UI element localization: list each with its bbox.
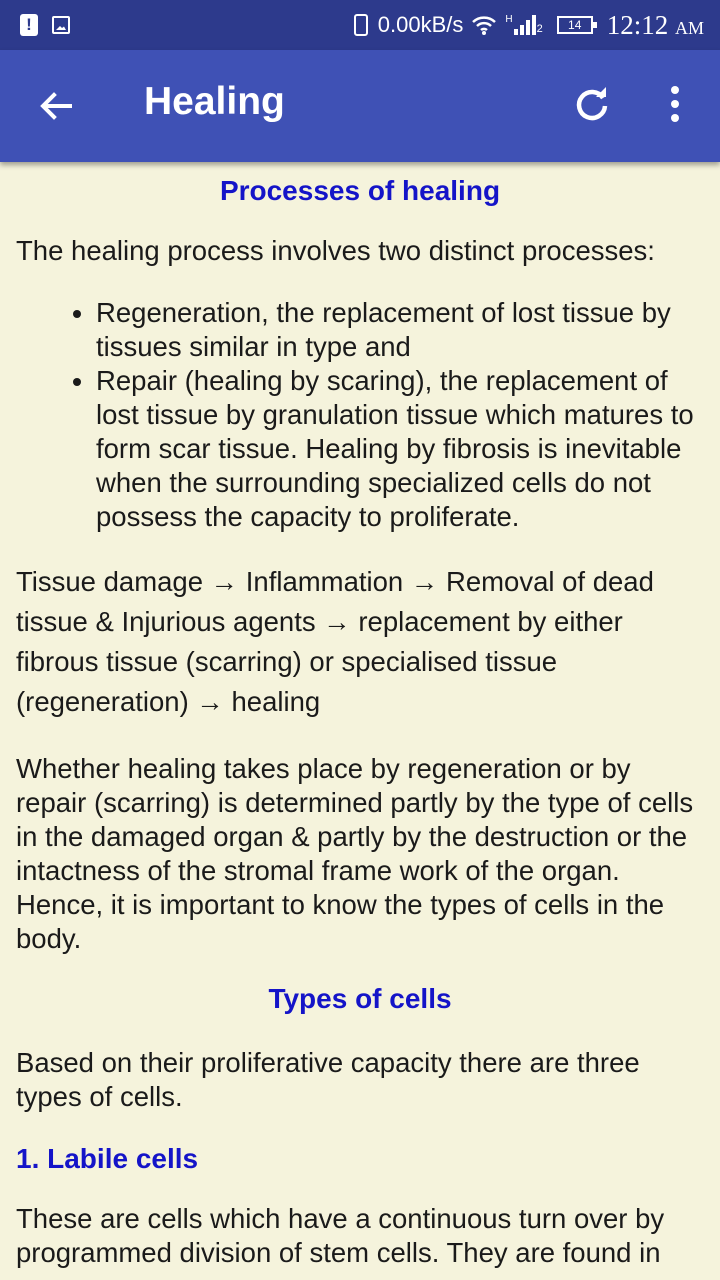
process-list — [16, 296, 704, 534]
article-content — [0, 162, 720, 1280]
types-intro-paragraph: Based on their proliferative capacity there are three types of cells. — [16, 1047, 640, 1112]
app-bar — [0, 50, 720, 162]
clock — [607, 10, 704, 41]
list-item: • Repair (healing by scaring), the replacement of lost tissue by granulation tissue which matures to form scar tissue. Healing by fibrosis is inevitable when the surrounding specialized cells do not possess the capacity to proliferate. — [96, 364, 704, 534]
alert-notification-icon: ! — [20, 14, 38, 36]
battery-level: 14 — [568, 18, 582, 32]
network-speed: 0.00kB/s — [377, 12, 464, 37]
arrow-left-icon — [36, 86, 76, 126]
wifi-icon — [471, 14, 497, 36]
labile-cells-paragraph: These are cells which have a continuous turn over by programmed division of stem cells. They are found in — [16, 1203, 665, 1268]
refresh-button[interactable] — [572, 84, 612, 124]
clock-time: 12:12 — [606, 9, 669, 40]
vibrate-icon — [354, 14, 368, 36]
network-type: H — [505, 14, 513, 25]
image-notification-icon — [52, 16, 70, 34]
signal-icon — [514, 15, 536, 35]
status-right — [354, 10, 704, 41]
subheading-labile-cells: 1. Labile cells — [16, 1143, 199, 1174]
more-options-button[interactable] — [660, 84, 690, 124]
refresh-icon — [572, 84, 612, 124]
signal-group — [505, 15, 542, 35]
clock-ampm: AM — [674, 17, 704, 38]
battery-icon — [557, 16, 593, 34]
status-bar — [0, 0, 720, 50]
cell-type-paragraph: Whether healing takes place by regeneration or by repair (scarring) is determined partly by the type of cells in the damaged organ & partly by the destruction or the intactness of the stromal frame work of the organ. Hence, it is important to know the types of cells in the body. — [16, 753, 694, 954]
sim-slot: 2 — [536, 23, 543, 35]
status-left — [20, 14, 70, 36]
list-item: • Regeneration, the replacement of lost tissue by tissues similar in type and — [96, 296, 704, 364]
healing-flow-paragraph: Tissue damage → Inflammation → Removal of dead tissue & Injurious agents → replacement by either fibrous tissue (scarring) or specialised tissue (regeneration) → healing — [16, 566, 654, 717]
back-button[interactable] — [36, 86, 76, 126]
more-vert-icon — [660, 84, 690, 124]
intro-paragraph: The healing process involves two distinct processes: — [16, 235, 655, 266]
section-heading-types: Types of cells — [268, 983, 452, 1014]
section-heading-processes: Processes of healing — [219, 175, 501, 206]
page-title: Healing — [144, 80, 285, 123]
